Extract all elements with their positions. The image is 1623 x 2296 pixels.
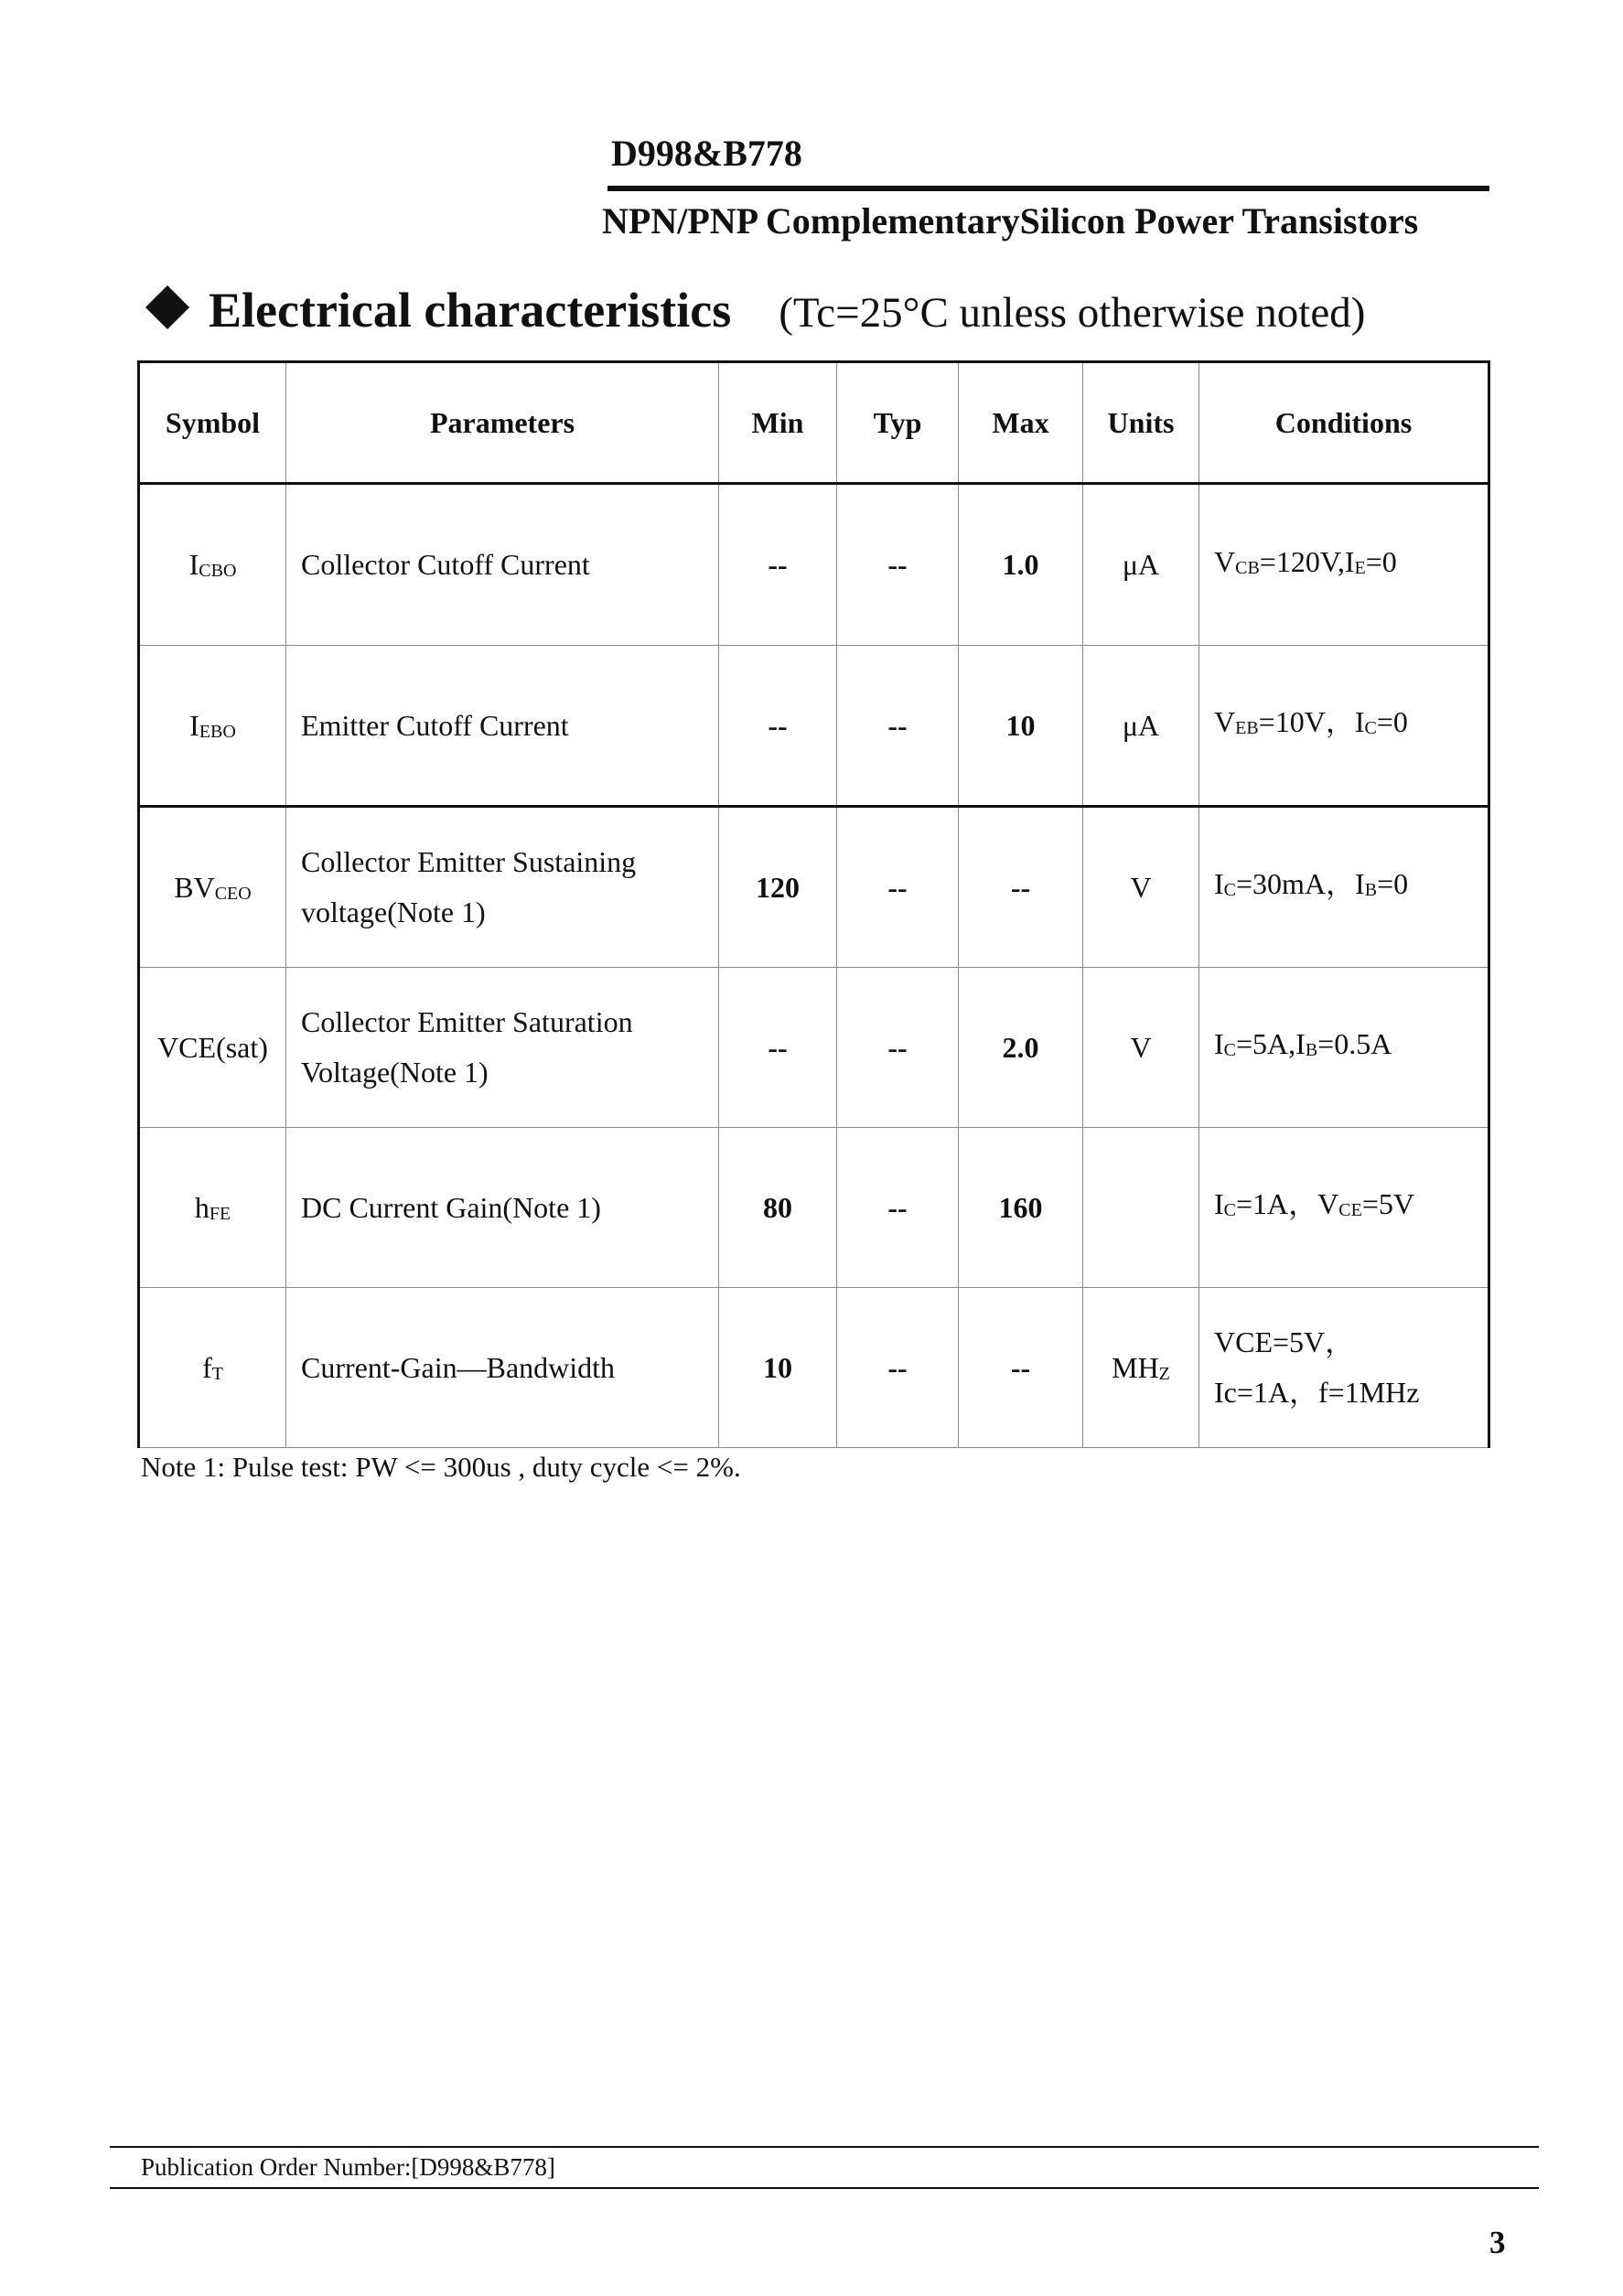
cell-symbol [139, 1288, 286, 1448]
cell-parameter [286, 646, 719, 807]
condition-subscript: B [1364, 880, 1378, 900]
cell-typ: -- [837, 807, 959, 968]
symbol-main: f [202, 1350, 212, 1384]
condition-line [1214, 1317, 1488, 1368]
condition-text: =1A，V [1236, 1187, 1339, 1220]
condition-text: VCE=5V， [1214, 1325, 1355, 1358]
cell-min: -- [719, 646, 837, 807]
condition-subscript: CE [1338, 1200, 1362, 1220]
parameter-line: Collector Emitter Sustaining [301, 845, 637, 878]
cell-units [1083, 484, 1199, 646]
section-title: Electrical characteristics [209, 283, 732, 338]
condition-subscript: E [1354, 557, 1366, 578]
condition-subscript: B [1305, 1040, 1318, 1060]
cell-min: 120 [719, 807, 837, 968]
document-subtitle: NPN/PNP ComplementarySilicon Power Transistors [602, 200, 1419, 241]
header-min: Min [719, 362, 837, 484]
cell-symbol [139, 1128, 286, 1288]
cell-min: 10 [719, 1288, 837, 1448]
condition-text: =30mA，I [1236, 867, 1365, 900]
symbol-main: I [189, 708, 199, 742]
cell-parameter [286, 484, 719, 646]
header-rule [607, 186, 1489, 191]
diamond-bullet-icon [145, 285, 189, 329]
condition-text: I [1214, 867, 1224, 900]
parameter-line: Voltage(Note 1) [301, 1056, 489, 1089]
footnote: Note 1: Pulse test: PW <= 300us , duty cycle <= 2%. [141, 1451, 741, 1483]
unit-main: μA [1122, 548, 1160, 581]
symbol-subscript: FE [209, 1203, 231, 1224]
table-row [139, 807, 1489, 968]
cell-units [1083, 646, 1199, 807]
condition-text: =0.5A [1317, 1027, 1392, 1060]
publication-order-number: Publication Order Number:[D998&B778] [141, 2153, 555, 2181]
table-row [139, 646, 1489, 807]
cell-typ: -- [837, 1288, 959, 1448]
electrical-characteristics-table [137, 360, 1490, 1448]
cell-units [1083, 807, 1199, 968]
unit-subscript: Z [1158, 1363, 1170, 1384]
table-row [139, 1288, 1489, 1448]
cell-typ: -- [837, 1128, 959, 1288]
header-max: Max [959, 362, 1083, 484]
cell-parameter [286, 1288, 719, 1448]
footer-rule-bottom [110, 2187, 1539, 2189]
cell-max: 1.0 [959, 484, 1083, 646]
cell-typ: -- [837, 484, 959, 646]
page-number: 3 [1489, 2225, 1506, 2260]
condition-text: =0 [1377, 867, 1409, 900]
cell-conditions [1199, 484, 1489, 646]
cell-units [1083, 1288, 1199, 1448]
cell-typ: -- [837, 646, 959, 807]
condition-line [1214, 537, 1488, 594]
parameter-line: DC Current Gain(Note 1) [301, 1190, 601, 1224]
condition-text: V [1214, 544, 1236, 578]
condition-subscript: C [1364, 718, 1377, 738]
table-row [139, 1128, 1489, 1288]
unit-main: MH [1112, 1350, 1159, 1384]
condition-text: =10V，I [1258, 705, 1365, 738]
condition-text: =0 [1376, 705, 1408, 738]
condition-text: =120V,I [1259, 544, 1355, 578]
cell-min: -- [719, 484, 837, 646]
cell-max: 160 [959, 1128, 1083, 1288]
cell-min: 80 [719, 1128, 837, 1288]
cell-symbol [139, 484, 286, 646]
cell-parameter [286, 968, 719, 1128]
cell-units [1083, 1128, 1199, 1288]
cell-max: -- [959, 807, 1083, 968]
cell-max: 2.0 [959, 968, 1083, 1128]
parameter-line: Collector Cutoff Current [301, 548, 590, 581]
condition-subscript: C [1223, 880, 1236, 900]
condition-text: =0 [1365, 544, 1397, 578]
table-body [139, 484, 1489, 1448]
symbol-main: VCE(sat) [157, 1030, 268, 1064]
parameter-line: Emitter Cutoff Current [301, 708, 569, 742]
cell-symbol [139, 807, 286, 968]
symbol-subscript: EBO [199, 721, 236, 742]
condition-text: Ic=1A，f=1MHz [1214, 1376, 1420, 1409]
symbol-main: I [188, 548, 199, 581]
condition-text: =5V [1361, 1187, 1414, 1220]
cell-max: -- [959, 1288, 1083, 1448]
symbol-main: BV [174, 870, 215, 904]
header-units: Units [1083, 362, 1199, 484]
part-number: D998&B778 [611, 133, 802, 174]
section-heading [145, 283, 1366, 338]
table-row [139, 968, 1489, 1128]
cell-conditions [1199, 646, 1489, 807]
cell-conditions [1199, 807, 1489, 968]
condition-text: V [1214, 705, 1236, 738]
condition-text: I [1214, 1027, 1224, 1060]
cell-max: 10 [959, 646, 1083, 807]
symbol-subscript: CBO [199, 561, 237, 581]
condition-line [1214, 1019, 1488, 1076]
header-symbol: Symbol [139, 362, 286, 484]
symbol-subscript: T [211, 1363, 223, 1384]
unit-main: μA [1122, 708, 1160, 742]
parameter-line: Collector Emitter Saturation [301, 1005, 633, 1038]
section-condition: (Tc=25°C unless otherwise noted) [779, 289, 1366, 337]
condition-line [1214, 1368, 1488, 1418]
condition-text: I [1214, 1187, 1224, 1220]
condition-subscript: EB [1235, 718, 1259, 738]
condition-subscript: C [1223, 1040, 1236, 1060]
table-header-row [139, 362, 1489, 484]
cell-typ: -- [837, 968, 959, 1128]
cell-symbol [139, 646, 286, 807]
table-row [139, 484, 1489, 646]
cell-conditions [1199, 1288, 1489, 1448]
cell-min: -- [719, 968, 837, 1128]
cell-conditions [1199, 968, 1489, 1128]
cell-units [1083, 968, 1199, 1128]
condition-subscript: CB [1235, 557, 1260, 578]
condition-line [1214, 1179, 1488, 1236]
header-parameters: Parameters [286, 362, 719, 484]
parameter-line: Current-Gain—Bandwidth [301, 1350, 616, 1384]
symbol-subscript: CEO [214, 883, 252, 904]
cell-parameter [286, 807, 719, 968]
cell-parameter [286, 1128, 719, 1288]
symbol-main: h [194, 1190, 210, 1224]
cell-symbol [139, 968, 286, 1128]
parameter-line: voltage(Note 1) [301, 896, 486, 928]
condition-line [1214, 859, 1488, 916]
unit-main: V [1130, 1030, 1152, 1064]
condition-text: =5A,I [1236, 1027, 1306, 1060]
cell-conditions [1199, 1128, 1489, 1288]
condition-subscript: C [1223, 1200, 1236, 1220]
header-conditions: Conditions [1199, 362, 1489, 484]
unit-main: V [1130, 870, 1152, 904]
condition-line [1214, 697, 1488, 754]
header-typ: Typ [837, 362, 959, 484]
footer-rule-top [110, 2146, 1539, 2148]
